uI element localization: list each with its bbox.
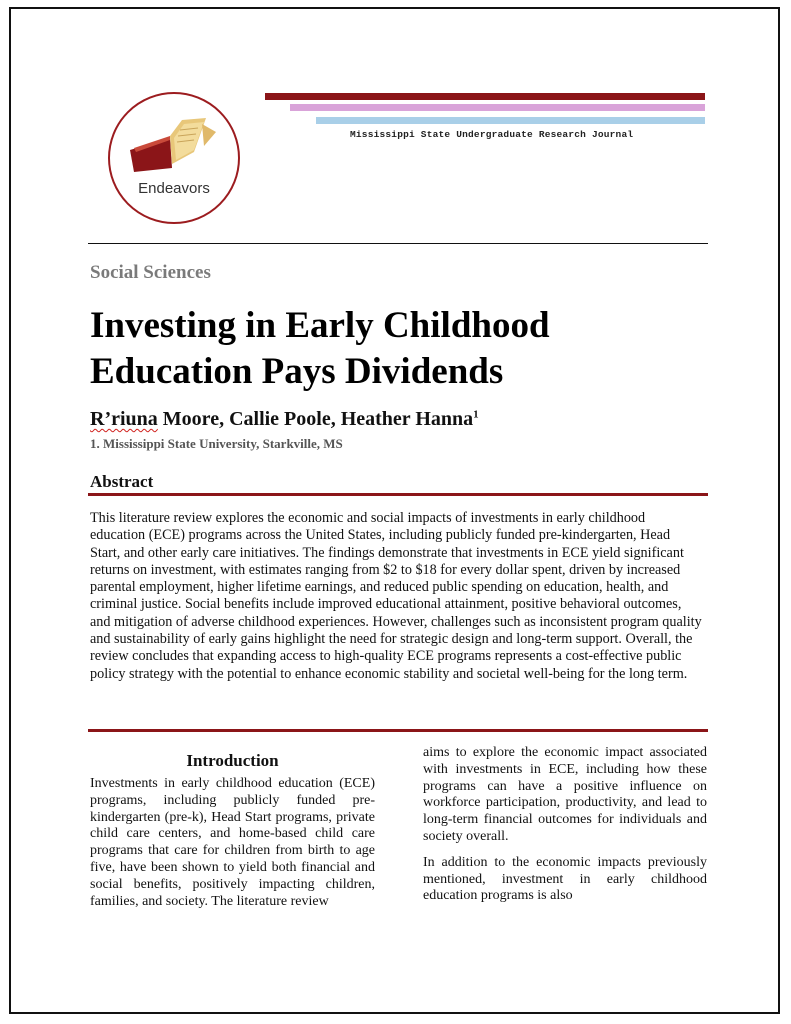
author-list: Moore, Callie Poole, Heather Hanna bbox=[157, 408, 474, 430]
abstract-heading: Abstract bbox=[90, 472, 154, 491]
logo-text: Endeavors bbox=[138, 180, 210, 197]
title-line-1: Investing in Early Childhood bbox=[90, 305, 550, 346]
affiliation: 1. Mississippi State University, Starkville, MS bbox=[90, 436, 343, 451]
open-book-icon bbox=[124, 112, 224, 178]
header-bar-pink bbox=[290, 104, 705, 111]
intro-paragraph-continued: aims to explore the economic impact associated with investments in ECE, including how these programs can have a positive influence on workforce participation, productivity, and lead to long-term financial outcomes for individuals and society overall. bbox=[423, 745, 707, 844]
abstract-bottom-rule bbox=[88, 729, 708, 732]
authors bbox=[90, 408, 479, 431]
affiliation-marker: 1 bbox=[473, 408, 479, 421]
header-divider bbox=[88, 243, 708, 244]
section-label: Social Sciences bbox=[90, 262, 211, 283]
abstract-top-rule bbox=[88, 493, 708, 496]
introduction-heading: Introduction bbox=[186, 751, 279, 770]
title-line-2: Education Pays Dividends bbox=[90, 351, 504, 392]
journal-name: Mississippi State Undergraduate Research Journal bbox=[350, 129, 634, 140]
header-bar-red bbox=[265, 93, 705, 100]
abstract-text: This literature review explores the economic and social impacts of investments in early childhood education (ECE) programs across the United States, including publicly funded pre-kindergarten, Head Start, and other early care initiatives. The findings demonstrate that investments in ECE yield significant returns on investment, with estimates ranging from $2 to $18 for every dollar spent, driven by increased parental employment, higher lifetime earnings, and reduced public spending on education, health, and criminal justice. Social benefits include improved educational attainment, positive behavioral outcomes, and mitigation of adverse childhood experiences. However, challenges such as inconsistent program quality and sustainability of early gains highlight the need for strategic design and long-term support. Overall, the review concludes that expanding access to high-quality ECE programs represents a cost-effective public policy strategy with the potential to enhance economic stability and societal well-being for the long term. bbox=[90, 510, 702, 682]
right-column bbox=[423, 745, 707, 914]
left-column bbox=[90, 776, 375, 919]
header-bar-blue bbox=[316, 117, 705, 124]
intro-paragraph-1: Investments in early childhood education (ECE) programs, including publicly funded pre-kindergarten (pre-k), Head Start programs, private child care centers, and home-based child care programs that care for children from birth to age five, have been shown to yield both financial and social benefits, positively impacting children, families, and society. The literature review bbox=[90, 776, 375, 909]
author-first-name: R’riuna bbox=[90, 408, 158, 430]
intro-paragraph-2: In addition to the economic impacts previously mentioned, investment in early childhood education programs is also bbox=[423, 854, 707, 904]
endeavors-logo bbox=[108, 92, 240, 224]
article-title bbox=[90, 303, 690, 395]
